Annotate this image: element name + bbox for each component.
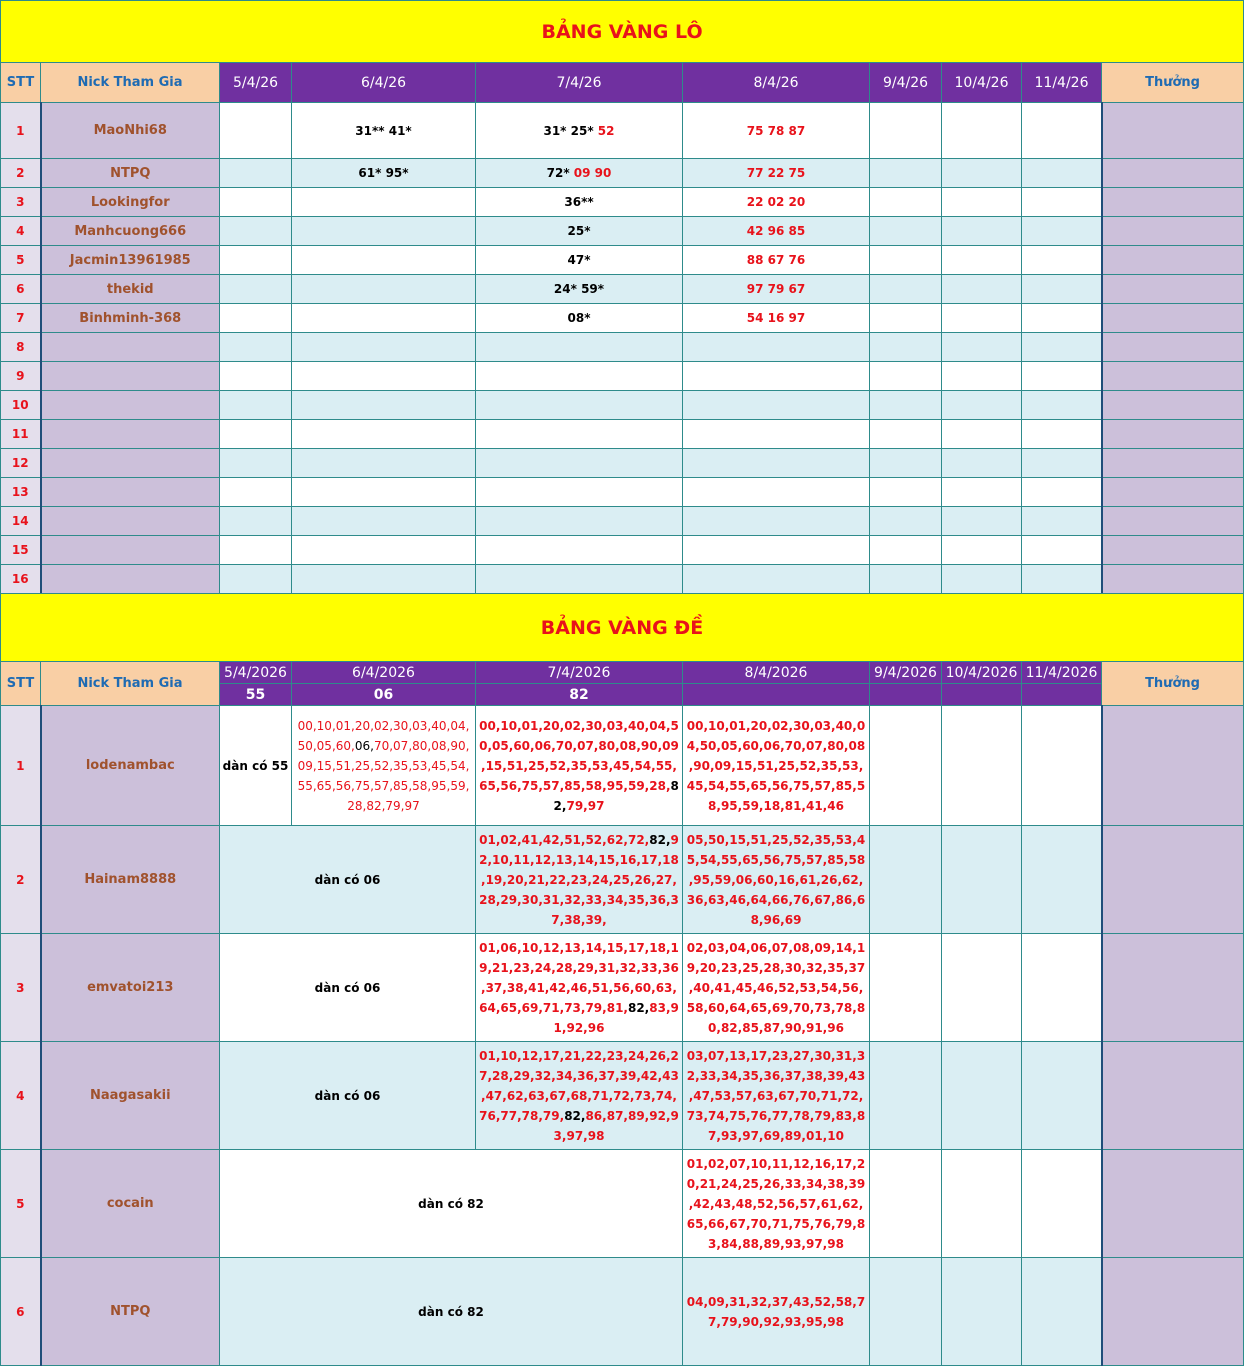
row-stt: 5 [1, 246, 41, 275]
pick-cell: 31** 41* [292, 103, 476, 159]
row-nick: NTPQ [41, 159, 220, 188]
pick-cell: 77 22 75 [683, 159, 870, 188]
row-stt: 1 [1, 103, 41, 159]
pick-cell: dàn có 06 [220, 1042, 476, 1150]
table-row [1, 159, 1244, 188]
table-row [1, 565, 1244, 594]
header-nick: Nick Tham Gia [41, 662, 220, 706]
header-date: 6/4/26 [292, 63, 476, 103]
table-row [1, 507, 1244, 536]
table-row [1, 449, 1244, 478]
row-stt: 3 [1, 934, 41, 1042]
header-date: 5/4/26 [220, 63, 292, 103]
pick-cell: 36** [476, 188, 683, 217]
pick-cell: dàn có 82 [220, 1258, 683, 1366]
pick-cell: 31* 25* 52 [476, 103, 683, 159]
header-date: 8/4/2026 [683, 662, 870, 684]
row-stt: 10 [1, 391, 41, 420]
row-stt: 16 [1, 565, 41, 594]
de-table [0, 593, 1244, 1366]
number-list: 00,10,01,20,02,30,03,40,04,50,05,60,06,70,07,80,08,90,09,15,51,25,52,35,53,45,54,55,65,56,75,57,85,58,95,59,18,81,41,46 [686, 718, 866, 813]
row-stt: 14 [1, 507, 41, 536]
number-list: 03,07,13,17,23,27,30,31,32,33,34,35,36,37,38,39,43,47,53,57,63,67,70,71,72,73,74,75,76,77,78,79,83,87,93,97,69,89,01,10 [686, 1048, 866, 1143]
pick-cell: 88 67 76 [683, 246, 870, 275]
pick-cell: 24* 59* [476, 275, 683, 304]
number-list: 04,09,31,32,37,43,52,58,77,79,90,92,93,95,98 [686, 1294, 866, 1329]
header-date: 6/4/2026 [292, 662, 476, 684]
row-stt: 2 [1, 826, 41, 934]
row-stt: 2 [1, 159, 41, 188]
row-nick: Jacmin13961985 [41, 246, 220, 275]
table-row [1, 246, 1244, 275]
row-stt: 13 [1, 478, 41, 507]
row-nick: Naagasakii [41, 1042, 220, 1150]
result-cell: 06 [292, 684, 476, 706]
row-stt: 1 [1, 706, 41, 826]
pick-cell: 22 02 20 [683, 188, 870, 217]
table-row [1, 103, 1244, 159]
row-stt: 4 [1, 217, 41, 246]
table-row [1, 391, 1244, 420]
header-stt: STT [1, 63, 41, 103]
pick-cell: 61* 95* [292, 159, 476, 188]
reward-cell [1102, 246, 1244, 275]
table-row [1, 934, 1244, 1042]
pick-cell: 54 16 97 [683, 304, 870, 333]
pick-cell: 08* [476, 304, 683, 333]
table-row [1, 304, 1244, 333]
row-stt: 9 [1, 362, 41, 391]
row-nick: NTPQ [41, 1258, 220, 1366]
pick-cell: dàn có 82 [220, 1150, 683, 1258]
row-stt: 15 [1, 536, 41, 565]
reward-cell [1102, 217, 1244, 246]
table-row [1, 333, 1244, 362]
number-list: 01,06,10,12,13,14,15,17,18,19,21,23,24,28,29,31,32,33,36,37,38,41,42,46,51,56,60,63,64,65,69,71,73,79,81,82,83,91,92,96 [479, 940, 679, 1035]
header-date: 7/4/2026 [476, 662, 683, 684]
pick-cell: 97 79 67 [683, 275, 870, 304]
header-date: 9/4/2026 [870, 662, 942, 684]
header-date: 7/4/26 [476, 63, 683, 103]
reward-cell [1102, 1258, 1244, 1366]
reward-cell [1102, 304, 1244, 333]
pick-cell: dàn có 06 [220, 826, 476, 934]
row-stt: 4 [1, 1042, 41, 1150]
table-row [1, 275, 1244, 304]
header-reward: Thưởng [1102, 63, 1244, 103]
number-list: 05,50,15,51,25,52,35,53,45,54,55,65,56,75,57,85,58,95,59,06,60,16,61,26,62,36,63,46,64,66,76,67,86,68,96,69 [686, 832, 866, 927]
pick-cell: dàn có 06 [220, 934, 476, 1042]
reward-cell [1102, 706, 1244, 826]
header-nick: Nick Tham Gia [41, 63, 220, 103]
number-list: 01,10,12,17,21,22,23,24,26,27,28,29,32,34,36,37,39,42,43,47,62,63,67,68,71,72,73,74,76,77,78,79,82,86,87,89,92,93,97,98 [479, 1048, 679, 1143]
row-nick: thekid [41, 275, 220, 304]
row-stt: 11 [1, 420, 41, 449]
row-stt: 12 [1, 449, 41, 478]
result-cell: 82 [476, 684, 683, 706]
number-list: 02,03,04,06,07,08,09,14,19,20,23,25,28,30,32,35,37,40,41,45,46,52,53,54,56,58,60,64,65,69,70,73,78,80,82,85,87,90,91,96 [686, 940, 866, 1035]
row-nick: Lookingfor [41, 188, 220, 217]
pick-cell: 47* [476, 246, 683, 275]
header-date: 10/4/2026 [942, 662, 1022, 684]
lo-title: BẢNG VÀNG LÔ [1, 1, 1244, 63]
pick-cell: 75 78 87 [683, 103, 870, 159]
header-date: 8/4/26 [683, 63, 870, 103]
header-date: 10/4/26 [942, 63, 1022, 103]
row-nick: cocain [41, 1150, 220, 1258]
reward-cell [1102, 103, 1244, 159]
row-stt: 5 [1, 1150, 41, 1258]
row-nick: Manhcuong666 [41, 217, 220, 246]
table-row [1, 420, 1244, 449]
row-nick: MaoNhi68 [41, 103, 220, 159]
table-row [1, 217, 1244, 246]
table-row [1, 706, 1244, 826]
table-row [1, 536, 1244, 565]
number-list: 00,10,01,20,02,30,03,40,04,50,05,60,06,70,07,80,08,90,09,15,51,25,52,35,53,45,54,55,65,56,75,57,85,58,95,59,28,82,79,97 [479, 718, 679, 813]
row-nick: lodenambac [41, 706, 220, 826]
row-stt: 6 [1, 1258, 41, 1366]
header-reward: Thưởng [1102, 662, 1244, 706]
reward-cell [1102, 159, 1244, 188]
result-cell: 55 [220, 684, 292, 706]
table-row [1, 1150, 1244, 1258]
row-nick: Hainam8888 [41, 826, 220, 934]
row-nick: Binhminh-368 [41, 304, 220, 333]
number-list: 00,10,01,20,02,30,03,40,04,50,05,60,06,70,07,80,08,90,09,15,51,25,52,35,53,45,54,55,65,56,75,57,85,58,95,59,28,82,79,97 [297, 718, 470, 813]
number-list: 01,02,41,42,51,52,62,72,82,92,10,11,12,13,14,15,16,17,18,19,20,21,22,23,24,25,26,27,28,29,30,31,32,33,34,35,36,37,38,39, [479, 832, 679, 927]
table-row [1, 188, 1244, 217]
reward-cell [1102, 1042, 1244, 1150]
row-stt: 3 [1, 188, 41, 217]
row-stt: 6 [1, 275, 41, 304]
header-stt: STT [1, 662, 41, 706]
pick-cell: dàn có 55 [220, 706, 292, 826]
pick-cell: 42 96 85 [683, 217, 870, 246]
lo-table [0, 0, 1244, 594]
table-row [1, 478, 1244, 507]
header-date: 9/4/26 [870, 63, 942, 103]
header-date: 5/4/2026 [220, 662, 292, 684]
row-stt: 7 [1, 304, 41, 333]
reward-cell [1102, 1150, 1244, 1258]
header-date: 11/4/26 [1022, 63, 1102, 103]
table-row [1, 1258, 1244, 1366]
reward-cell [1102, 826, 1244, 934]
reward-cell [1102, 188, 1244, 217]
number-list: 01,02,07,10,11,12,16,17,20,21,24,25,26,33,34,38,39,42,43,48,52,56,57,61,62,65,66,67,70,71,75,76,79,83,84,88,89,93,97,98 [686, 1156, 866, 1251]
de-title: BẢNG VÀNG ĐỀ [1, 594, 1244, 662]
row-nick: emvatoi213 [41, 934, 220, 1042]
row-stt: 8 [1, 333, 41, 362]
header-date: 11/4/2026 [1022, 662, 1102, 684]
pick-cell: 72* 09 90 [476, 159, 683, 188]
table-row [1, 826, 1244, 934]
pick-cell: 25* [476, 217, 683, 246]
table-row [1, 362, 1244, 391]
reward-cell [1102, 275, 1244, 304]
reward-cell [1102, 934, 1244, 1042]
table-row [1, 1042, 1244, 1150]
